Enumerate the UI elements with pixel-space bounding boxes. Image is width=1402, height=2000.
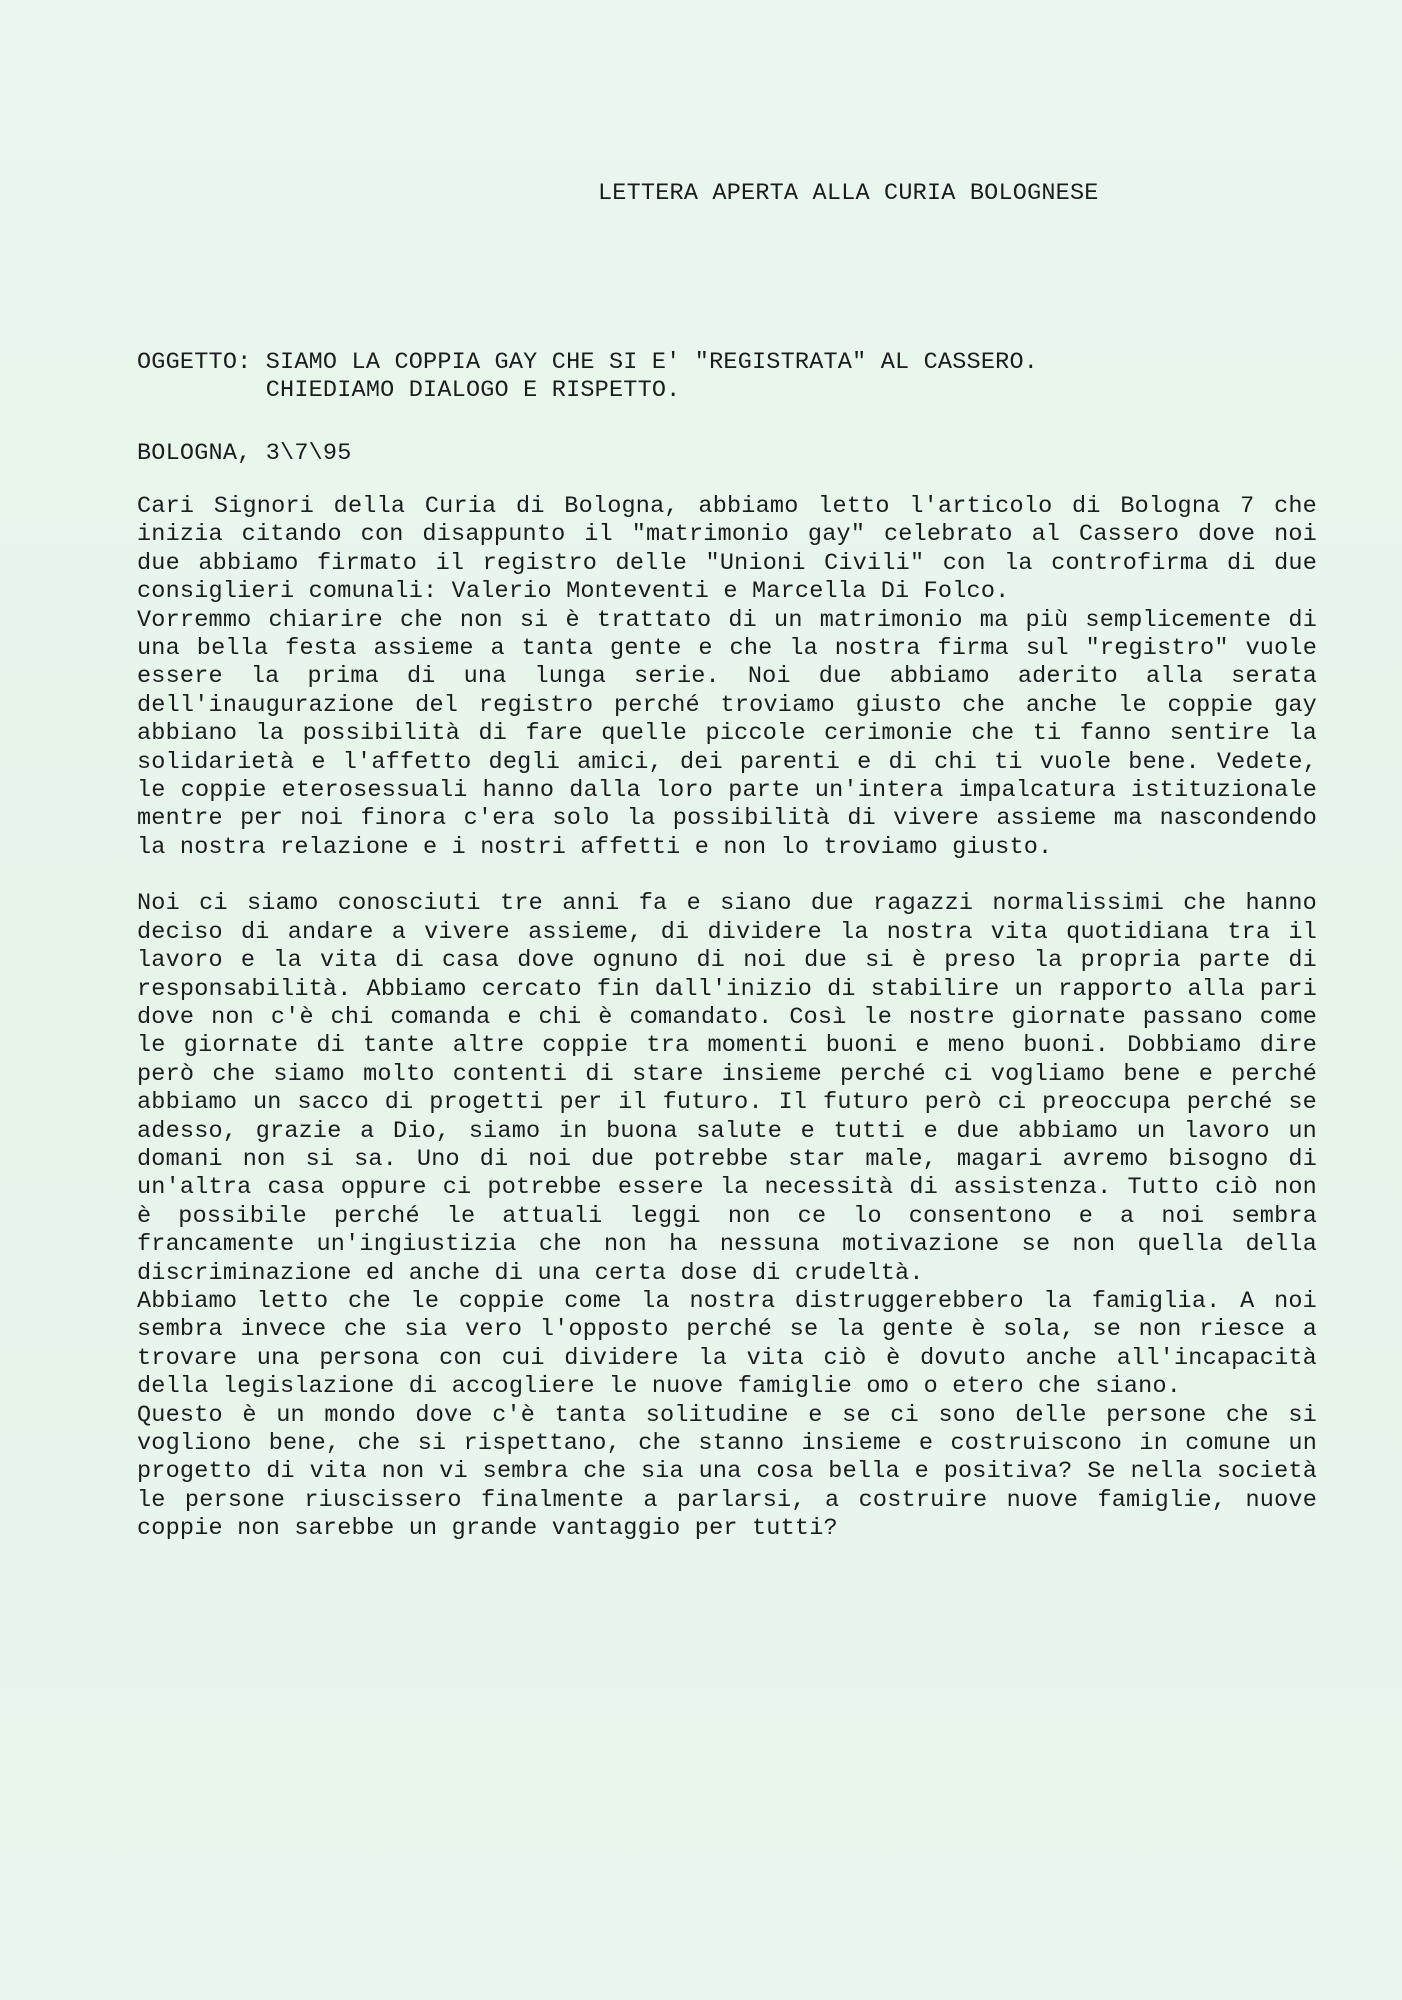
paragraph-3: Noi ci siamo conosciuti tre anni fa e siano due ragazzi normalissimi che hanno deciso di andare a vivere assieme, di dividere la nostra vita quotidiana tra il lavoro e la vita di casa dove ognuno di noi due si è preso la propria parte di responsabilità. Abbiamo cercato fin dall'inizio di stabilire un rapporto alla pari dove non c'è chi comanda e chi è comandato. Così le nostre giornate passano come le giornate di tante altre coppie tra momenti buoni e meno buoni. Dobbiamo dire però che siamo molto contenti di stare insieme perché ci vogliamo bene e perché abbiamo un sacco di progetti per il futuro. Il futuro però ci preoccupa perché se adesso, grazie a Dio, siamo in buona salute e tutti e due abbiamo un lavoro un domani non si sa. Uno di noi due potrebbe star male, magari avremo bisogno di un'altra casa oppure ci potrebbe essere la necessità di assistenza. Tutto ciò non è possibile perché le attuali leggi non ce lo consentono e a noi sembra francamente un'ingiustizia che non ha nessuna motivazione se non quella della discriminazione ed anche di una certa dose di crudeltà. (137, 890, 1317, 1287)
paragraph-1: Cari Signori della Curia di Bologna, abbiamo letto l'articolo di Bologna 7 che inizia citando con disappunto il "matrimonio gay" celebrato al Cassero dove noi due abbiamo firmato il registro delle "Unioni Civili" con la controfirma di due consiglieri comunali: Valerio Monteventi e Marcella Di Folco. (137, 493, 1317, 606)
subject-line-2: CHIEDIAMO DIALOGO E RISPETTO. (137, 377, 681, 404)
letter-heading: LETTERA APERTA ALLA CURIA BOLOGNESE (598, 180, 1099, 207)
letter-body (137, 493, 1317, 1544)
subject-line-1: OGGETTO: SIAMO LA COPPIA GAY CHE SI E' "REGISTRATA" AL CASSERO. (137, 349, 1039, 376)
paragraph-2: Vorremmo chiarire che non si è trattato di un matrimonio ma più semplicemente di una bella festa assieme a tanta gente e che la nostra firma sul "registro" vuole essere la prima di una lunga serie. Noi due abbiamo aderito alla serata dell'inaugurazione del registro perché troviamo giusto che anche le coppie gay abbiano la possibilità di fare quelle piccole cerimonie che ti fanno sentire la solidarietà e l'affetto degli amici, dei parenti e di chi ti vuole bene. Vedete, le coppie eterosessuali hanno dalla loro parte un'intera impalcatura istituzionale mentre per noi finora c'era solo la possibilità di vivere assieme ma nascondendo la nostra relazione e i nostri affetti e non lo troviamo giusto. (137, 606, 1317, 861)
letter-date: BOLOGNA, 3\7\95 (137, 440, 352, 467)
subject-block (137, 349, 1038, 405)
paragraph-4: Abbiamo letto che le coppie come la nostra distruggerebbero la famiglia. A noi sembra invece che sia vero l'opposto perché se la gente è sola, se non riesce a trovare una persona con cui dividere la vita ciò è dovuto anche all'incapacità della legislazione di accogliere le nuove famiglie omo o etero che siano. (137, 1287, 1317, 1401)
paragraph-gap (137, 862, 1317, 890)
paragraph-5: Questo è un mondo dove c'è tanta solitudine e se ci sono delle persone che si vogliono bene, che si rispettano, che stanno insieme e costruiscono in comune un progetto di vita non vi sembra che sia una cosa bella e positiva? Se nella società le persone riuscissero finalmente a parlarsi, a costruire nuove famiglie, nuove coppie non sarebbe un grande vantaggio per tutti? (137, 1401, 1317, 1543)
